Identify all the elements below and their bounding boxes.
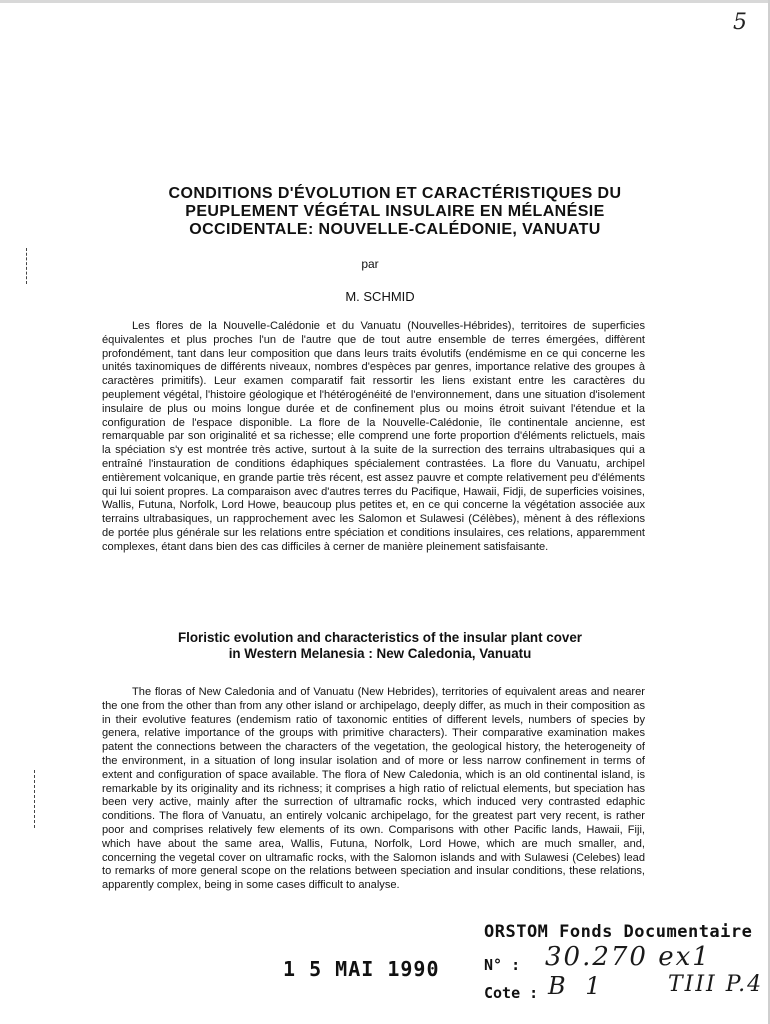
margin-mark <box>34 770 35 828</box>
french-title-line: PEUPLEMENT VÉGÉTAL INSULAIRE EN MÉLANÉSIE <box>185 203 605 220</box>
handwritten-cote-extra: TIII P.4 <box>668 972 764 997</box>
french-title <box>60 185 730 239</box>
scan-edge-top <box>0 0 770 3</box>
french-abstract-text: Les flores de la Nouvelle-Calédonie et du Vanuatu (Nouvelles-Hébrides), territoires de superficies équivalentes et plus proches l'un de l'autre que de tout autre ensemble de terres émergées, diffèrent profondément, tant dans leur composition que dans leurs traits évolutifs (endémisme en ce qui concerne les unités taxinomiques de différents niveaux, nombres d'espèces par genres, importance relative des groupes à caractères primitifs). Leur examen comparatif fait ressortir les liens existant entre les caractères du peuplement végétal, l'histoire géologique et l'hétérogénéité de l'environnement, dans une situation d'isolement insulaire de plus ou moins longue durée et de confinement plus ou moins étroit suivant l'étendue et la configuration de l'espace disponible. La flore de la Nouvelle-Calédonie, île continentale ancienne, est remarquable par son originalité et sa richesse; elle comprend une forte proportion d'éléments relictuels, mais la spéciation s'y est montrée très active, surtout à la suite de la surrection des terrains ultrabasiques qui a entraîné l'instauration de conditions édaphiques spécialement contrastées. La flore du Vanuatu, archipel entièrement volcanique, en grande partie très récent, est assez pauvre et compte relativement peu d'éléments qui lui soient propres. La comparaison avec d'autres terres du Pacifique, Hawaii, Fidji, de superficies voisines, Wallis, Futuna, Norfolk, Lord Howe, beaucoup plus petites et, en ce qui concerne la végétation associée aux terrains ultrabasiques, un rapprochement avec les Salomon et Sulawesi (Célèbes), mènent à des réflexions de portée plus générale sur les relations entre spéciation et conditions insulaires, ces relations, apparemment complexes, étant dans bien des cas difficiles à cerner de manière pleinement satisfaisante. <box>102 320 645 553</box>
handwritten-cote: B 1 <box>548 972 607 1000</box>
english-abstract <box>102 686 645 893</box>
archive-stamp-title: ORSTOM Fonds Documentaire <box>484 922 753 942</box>
handwritten-number: 30.270 ex1 <box>545 942 711 972</box>
french-title-line: OCCIDENTALE: NOUVELLE-CALÉDONIE, VANUATU <box>189 221 601 238</box>
english-title-line: Floristic evolution and characteristics of the insular plant cover <box>177 630 583 645</box>
french-abstract <box>102 320 645 555</box>
english-title-line: in Western Melanesia : New Caledonia, Vanuatu <box>228 646 532 661</box>
by-label: par <box>361 257 379 271</box>
archive-number-label: N° : <box>484 956 521 974</box>
author-name: M. SCHMID <box>345 289 415 304</box>
page-number: 5 <box>733 10 747 35</box>
date-stamp: 1 5 MAI 1990 <box>283 957 440 981</box>
english-abstract-text: The floras of New Caledonia and of Vanuatu (New Hebrides), territories of equivalent areas and nearer the one from the other than from any other island or archipelago, deeply differ, as much in their composition as in their evolutive features (endemism ratio of taxonomic entities of different levels, numbers of species by genera, relative importance of the groups with primitive characters). Their comparative examination makes patent the connections between the characters of the vegetation, the geological history, the heterogeneity of the environment, in a situation of long insular isolation and of more or less narrow confinement in terms of extent and configuration of space available. The flora of New Caledonia, which is an old continental island, is remarkable by its originality and its richness; it comprises a high ratio of relictual elements, but speciation has been very active, mainly after the surrection of ultramafic rocks, which induced very contrasted edaphic conditions. The flora of Vanuatu, an entirely volcanic archipelago, for the greatest part very recent, is rather poor and comprises relatively few elements of its own. Comparisons with other Pacific lands, Hawaii, Fiji, which have about the same area, Wallis, Futuna, Norfolk, Lord Howe, which are much smaller, and, concerning the vegetal cover on ultramafic rocks, with the Salomon islands and with Sulawesi (Celebes) lead to remarks of more general scope on the relations between speciation and insular conditions, these relations, apparently complex, being in some cases difficult to analyse. <box>102 686 645 892</box>
archive-cote-label: Cote : <box>484 984 539 1002</box>
french-title-line: CONDITIONS D'ÉVOLUTION ET CARACTÉRISTIQUES DU <box>168 185 622 202</box>
english-title <box>60 630 700 662</box>
